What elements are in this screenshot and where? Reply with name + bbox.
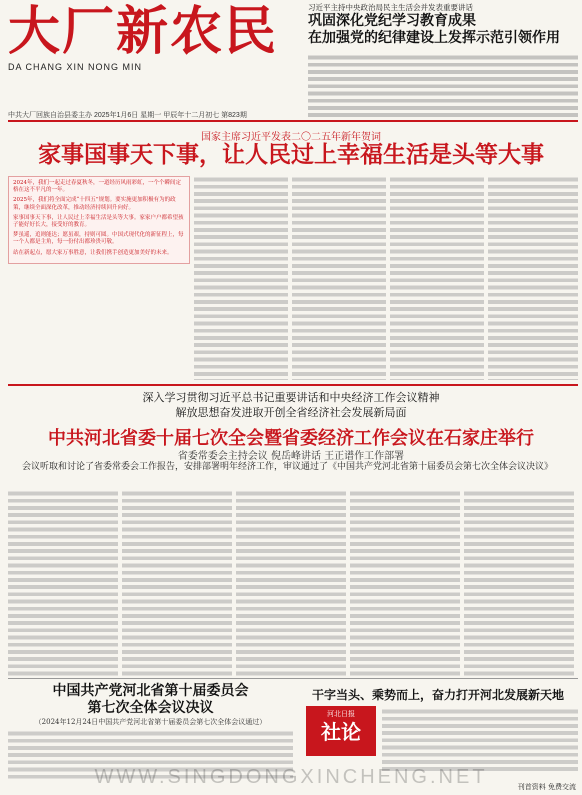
masthead <box>8 1 308 74</box>
lead-story-kicker: 国家主席习近平发表二〇二五年新年贺词 <box>201 132 381 143</box>
lead-story-body <box>194 176 578 380</box>
top-story-body <box>308 54 578 122</box>
newspaper-pinyin: DA CHANG XIN NONG MIN <box>8 62 143 72</box>
publication-info: 中共大厂回族自治县委主办 2025年1月6日 星期一 甲辰年十二月初七 第823期 <box>8 112 247 119</box>
highlight-item: 2025年，我们将全面完成“十四五”规划。要实施更加积极有为的政策，继续全面深化改革，推动经济持续回升向好。 <box>13 197 176 211</box>
middle-divider <box>8 384 578 386</box>
lead-story-headline: 家事国事天下事，让人民过上幸福生活是头等大事 <box>38 141 544 168</box>
highlight-item: 站在新起点，愿大家万事胜意，让我们携手创造更加美好的未来。 <box>13 249 173 256</box>
newspaper-title: 大厂新农民 <box>8 1 279 62</box>
second-story-headline: 中共河北省委十届七次全会暨省委经济工作会议在石家庄举行 <box>48 428 534 449</box>
second-story-body <box>8 490 578 676</box>
top-story-headline-2: 在加强党的纪律建设上发挥示范引领作用 <box>308 30 560 46</box>
top-story-kicker: 习近平主持中央政治局民主生活会并发表重要讲话 <box>308 3 473 12</box>
editorial-body <box>382 708 578 772</box>
watermark: WWW.SINGDONGXINCHENG.NET <box>94 766 488 788</box>
top-story-headline-1: 巩固深化党纪学习教育成果 <box>308 13 476 29</box>
lead-story-highlights <box>8 176 190 264</box>
resolution-headline-2: 第七次全体会议决议 <box>87 700 214 716</box>
editorial-badge-source: 河北日报 <box>327 710 355 718</box>
second-story-kicker-2: 解放思想奋发进取开创全省经济社会发展新局面 <box>175 406 407 419</box>
resolution-block <box>8 683 293 727</box>
bottom-divider <box>8 678 578 679</box>
highlight-item: 家事国事天下事，让人民过上幸福生活是头等大事。家家户户都希望孩子能好好长大，接受好的教育。 <box>13 214 184 229</box>
editorial-badge <box>306 706 376 756</box>
editorial-badge-label: 社论 <box>321 720 361 744</box>
second-story-lead: 会议听取和讨论了省委常委会工作报告，安排部署明年经济工作，审议通过了《中国共产党河北省第十届委员会第七次全体会议决议》 <box>22 462 554 472</box>
footer-note: 刊首资料 免费交流 <box>517 783 576 791</box>
editorial-block <box>298 686 578 744</box>
editorial-headline: 干字当头、乘势而上，奋力打开河北发展新天地 <box>311 688 564 702</box>
resolution-date: （2024年12月24日中国共产党河北省第十届委员会第七次全体会议通过） <box>34 718 267 726</box>
resolution-headline-1: 中国共产党河北省第十届委员会 <box>52 683 249 699</box>
highlight-item: 梦虽遥，追则能达；愿虽艰，持则可圆。中国式现代化的新征程上，每一个人都是主角，每一份付出都珍贵可敬。 <box>13 232 184 246</box>
top-divider <box>8 120 578 122</box>
top-story <box>308 2 578 47</box>
highlight-item: 2024年，我们一起走过春夏秋冬，一道经历风雨彩虹，一个个瞬间定格在这不平凡的一年。 <box>13 180 181 194</box>
second-story-kicker-1: 深入学习贯彻习近平总书记重要讲话和中央经济工作会议精神 <box>142 391 440 404</box>
second-story-subhead: 省委常委会主持会议 倪岳峰讲话 王正谱作工作部署 <box>177 451 405 462</box>
